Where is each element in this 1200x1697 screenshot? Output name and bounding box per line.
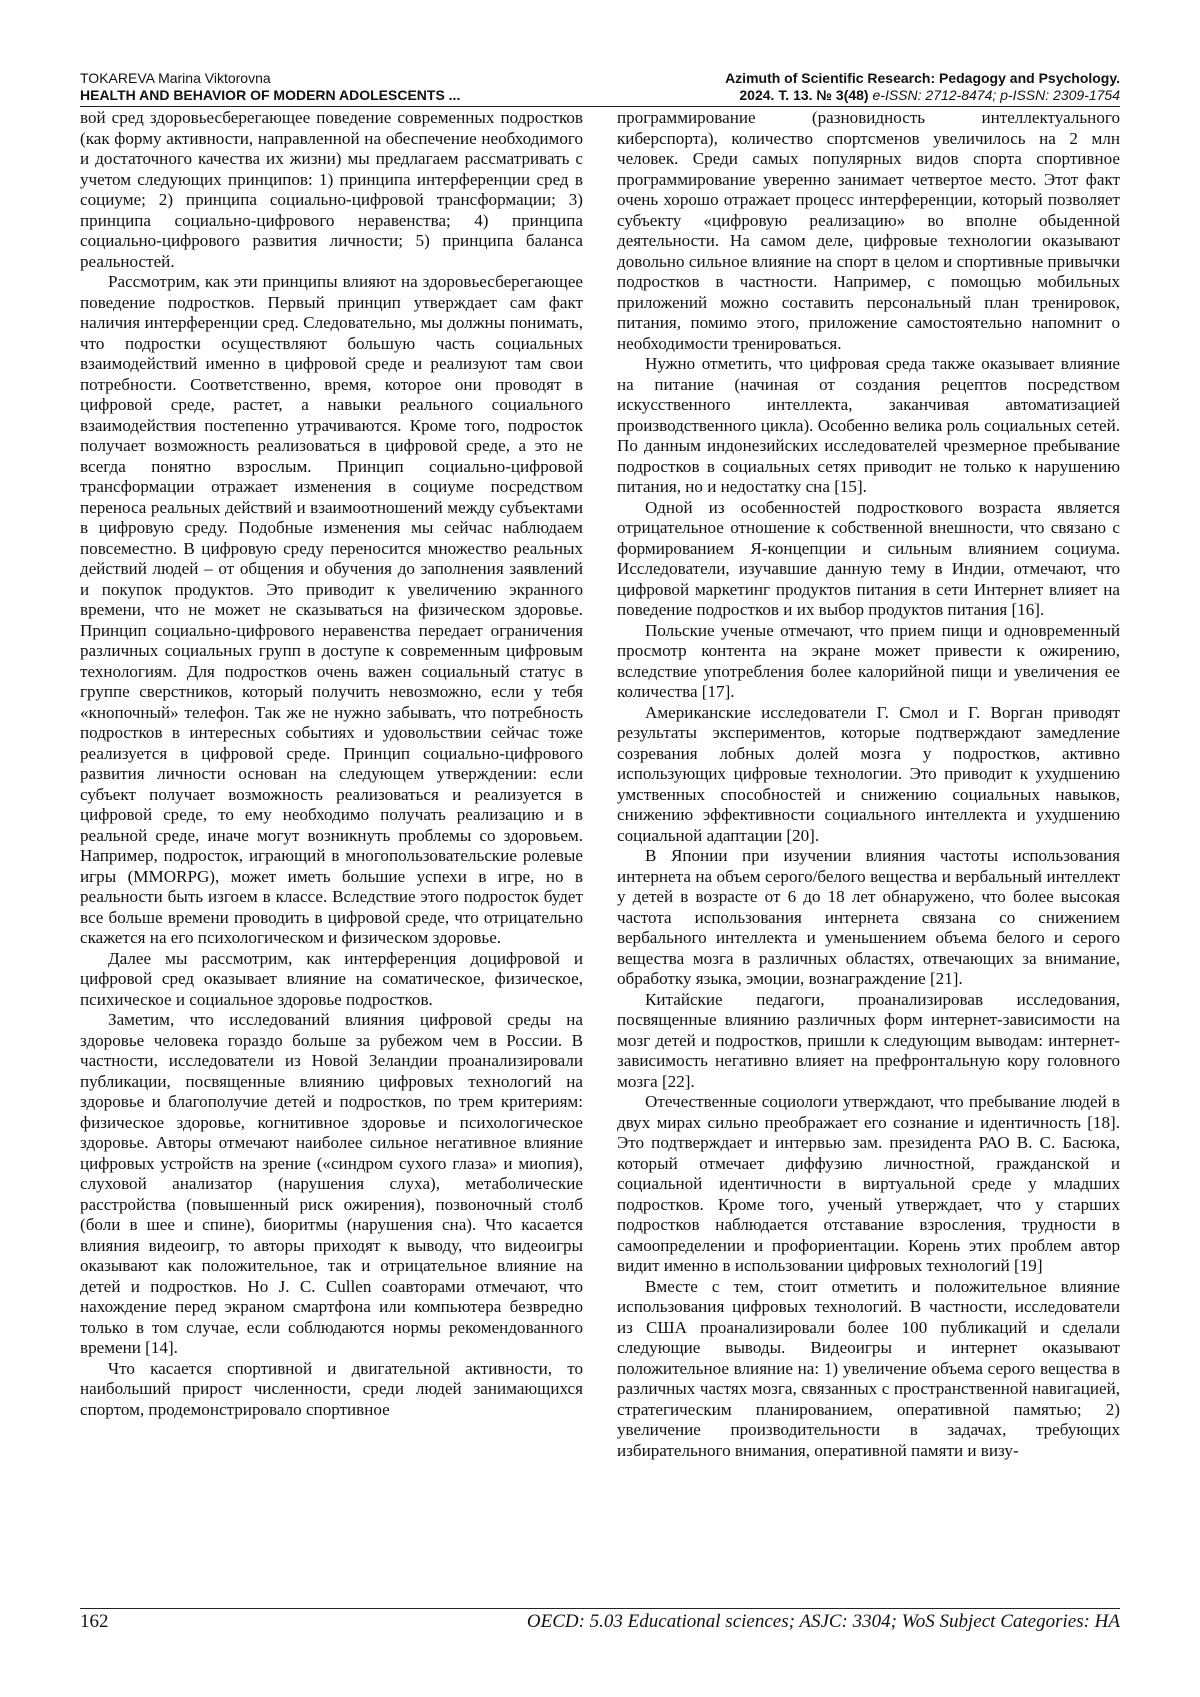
header-article-title: HEALTH AND BEHAVIOR OF MODERN ADOLESCENTS ... xyxy=(80,87,461,103)
header-journal-title: Azimuth of Scientific Research: Pedagogy and Psychology. xyxy=(725,70,1120,86)
right-paragraph-8: Отечественные социологи утверждают, что пребывание людей в двух мирах сильно преображает его сознание и идентичность [18]. Это подтверждает и интервью зам. президента РАО В. С. Басюка, который отмечает диффузию личностной, гражданской и социальной идентичности в виртуальной среде у младших подростков. Кроме того, ученый утверждает, что у старших подростков наблюдается отставание взросления, трудности в самоопределении и профориентации. Корень этих проблем автор видит именно в использовании цифровых технологий [19] xyxy=(617,1092,1120,1275)
running-footer xyxy=(80,1608,1120,1631)
header-issn: e-ISSN: 2712-8474; p-ISSN: 2309-1754 xyxy=(872,87,1120,103)
left-paragraph-5: Что касается спортивной и двигательной активности, то наибольший прирост численности, среди людей занимающихся спортом, продемонстрировало спортивное xyxy=(80,1358,583,1419)
header-author: TOKAREVA Marina Viktorovna xyxy=(80,70,271,86)
right-paragraph-5: Американские исследователи Г. Смол и Г. Ворган приводят результаты экспериментов, которые подтверждают замедление созревания лобных долей мозга у подростков, активно использующих цифровые технологии. Это приводит к ухудшению умственных способностей и снижению социальных навыков, снижению эффективности социального интеллекта и ухудшению социальной адаптации [20]. xyxy=(617,702,1120,845)
left-paragraph-2: Рассмотрим, как эти принципы влияют на здоровьесберегающее поведение подростков. Первый принцип утверждает сам факт наличия интерференции сред. Следовательно, мы должны понимать, что подростки осуществляют большую часть социальных взаимодействий именно в цифровой среде и реализуют там свои потребности. Соответственно, время, которое они проводят в цифровой среде, растет, а навыки реального социального взаимодействия постепенно утрачиваются. Кроме того, подросток получает возможность реализоваться в цифровой среде, а это не всегда понятно взрослым. Принцип социально-цифровой трансформации отражает изменения в социуме посредством переноса реальных действий и взаимоотношений между субъектами в цифровую среду. Подобные изменения мы сейчас наблюдаем повсеместно. В цифровую среду переносится множество реальных действий людей – от общения и обучения до заполнения заявлений и покупок продуктов. Это приводит к увеличению экранного времени, что не может не сказываться на физическом здоровье. Принцип социально-цифрового неравенства передает ограничения различных социальных групп в доступе к современным цифровым технологиям. Для подростков очень важен социальный статус в группе сверстников, который получить невозможно, если у тебя «кнопочный» телефон. Так же не нужно забывать, что потребность подростков в интересных событиях и удовольствии сейчас тоже реализуется в цифровой среде. Принцип социально-цифрового развития личности основан на следующем утверждении: если субъект получает возможность реализоваться и реализуется в цифровой среде, то ему необходимо получать реализацию и в реальной среде, иначе могут возникнуть проблемы со здоровьем. Например, подросток, играющий в многопользовательские ролевые игры (MMORPG), может иметь большие успехи в игре, но в реальности быть изгоем в классе. Вследствие этого подросток будет все больше времени проводить в цифровой среде, что отрицательно скажется на его психологическом и физическом здоровье. xyxy=(80,272,583,947)
left-column xyxy=(80,108,583,1608)
right-paragraph-2: Нужно отметить, что цифровая среда также оказывает влияние на питание (начиная от создания рецептов посредством искусственного интеллекта, заканчивая автоматизацией производственного цикла). Особенно велика роль социальных сетей. По данным индонезийских исследователей чрезмерное пребывание подростков в социальных сетях приводит не только к нарушению питания, но и недостатку сна [15]. xyxy=(617,354,1120,496)
header-left xyxy=(80,70,460,104)
right-column xyxy=(617,108,1120,1608)
left-paragraph-3: Далее мы рассмотрим, как интерференция доцифровой и цифровой сред оказывает влияние на соматическое, физическое, психическое и социальное здоровье подростков. xyxy=(80,948,583,1009)
left-paragraph-4: Заметим, что исследований влияния цифровой среды на здоровье человека гораздо больше за рубежом чем в России. В частности, исследователи из Новой Зеландии проанализировали публикации, посвященные влиянию цифровых технологий на здоровье и благополучие детей и подростков, по трем критериям: физическое здоровье, когнитивное здоровье и психологическое здоровье. Авторы отмечают наиболее сильное негативное влияние цифровых устройств на зрение («синдром сухого глаза» и миопия), слуховой анализатор (нарушения слуха), метаболические расстройства (повышенный риск ожирения), позвоночный столб (боли в шее и спине), биоритмы (нарушения сна). Что касается влияния видеоигр, то авторы приходят к выводу, что видеоигры оказывают как положительное, так и отрицательное влияние на детей и подростков. Но J. C. Cullen соавторами отмечают, что нахождение перед экраном смартфона или компьютера безвредно только в том случае, если соблюдаются нормы рекомендованного времени [14]. xyxy=(80,1010,583,1357)
right-paragraph-1: программирование (разновидность интеллектуального киберспорта), количество спортсменов увеличилось на 2 млн человек. Среди самых популярных видов спорта спортивное программирование уверенно занимает четвертое место. Этот факт очень хорошо отражает процесс интерференции, который позволяет субъекту «цифровую реализацию» во вполне обыденной деятельности. На самом деле, цифровые технологии оказывают довольно сильное влияние на спорт в целом и спортивные привычки подростков в частности. Например, с помощью мобильных приложений можно составить персональный план тренировок, питания, помимо этого, приложение самостоятельно напомнит о необходимости тренироваться. xyxy=(617,108,1120,353)
header-right xyxy=(725,70,1120,104)
header-issue-line xyxy=(725,87,1120,104)
right-paragraph-7: Китайские педагоги, проанализировав исследования, посвященные влиянию различных форм интернет-зависимости на мозг детей и подростков, пришли к следующим выводам: интернет-зависимость негативно влияет на префронтальную кору головного мозга [22]. xyxy=(617,989,1120,1091)
left-paragraph-1: вой сред здоровьесберегающее поведение современных подростков (как форму активности, направленной на обеспечение необходимого и достаточного качества их жизни) мы предлагаем рассматривать с учетом следующих принципов: 1) принципа интерференции сред в социуме; 2) принципа социально-цифровой трансформации; 3) принципа социально-цифрового неравенства; 4) принципа социально-цифрового развития личности; 5) принципа баланса реальностей. xyxy=(80,108,583,271)
right-paragraph-9: Вместе с тем, стоит отметить и положительное влияние использования цифровых технологий. В частности, исследователи из США проанализировали более 100 публикаций и сделали следующие выводы. Видеоигры и интернет оказывают положительное влияние на: 1) увеличение объема серого вещества в различных частях мозга, связанных с пространственной навигацией, стратегическим планированием, оперативной памятью; 2) увеличение производительности в задачах, требующих избирательного внимания, оперативной памяти и визу- xyxy=(617,1276,1120,1460)
right-paragraph-3: Одной из особенностей подросткового возраста является отрицательное отношение к собственной внешности, что связано с формированием Я-концепции и сильным влиянием социума. Исследователи, изучавшие данную тему в Индии, отмечают, что цифровой маркетинг продуктов питания в сети Интернет влияет на поведение подростков и их выбор продуктов питания [16]. xyxy=(617,497,1120,619)
right-paragraph-6: В Японии при изучении влияния частоты использования интернета на объем серого/белого вещества и вербальный интеллект у детей в возрасте от 6 до 18 лет обнаружено, что более высокая частота использования интернета связана со снижением вербального интеллекта и уменьшением объема белого и серого вещества мозга в различных областях, отвечающих за внимание, обработку языка, эмоции, вознаграждение [21]. xyxy=(617,846,1120,988)
journal-page xyxy=(80,68,1120,1632)
page-number: 162 xyxy=(80,1611,109,1632)
header-issue: 2024. Т. 13. № 3(48) xyxy=(739,87,869,103)
body-columns xyxy=(80,108,1120,1608)
subject-classification: OECD: 5.03 Educational sciences; ASJC: 3304; WoS Subject Categories: HA xyxy=(526,1611,1120,1632)
running-header xyxy=(80,68,1120,107)
right-paragraph-4: Польские ученые отмечают, что прием пищи и одновременный просмотр контента на экране может привести к ожирению, вследствие употребления более калорийной пищи и увеличения ее количества [17]. xyxy=(617,620,1120,701)
